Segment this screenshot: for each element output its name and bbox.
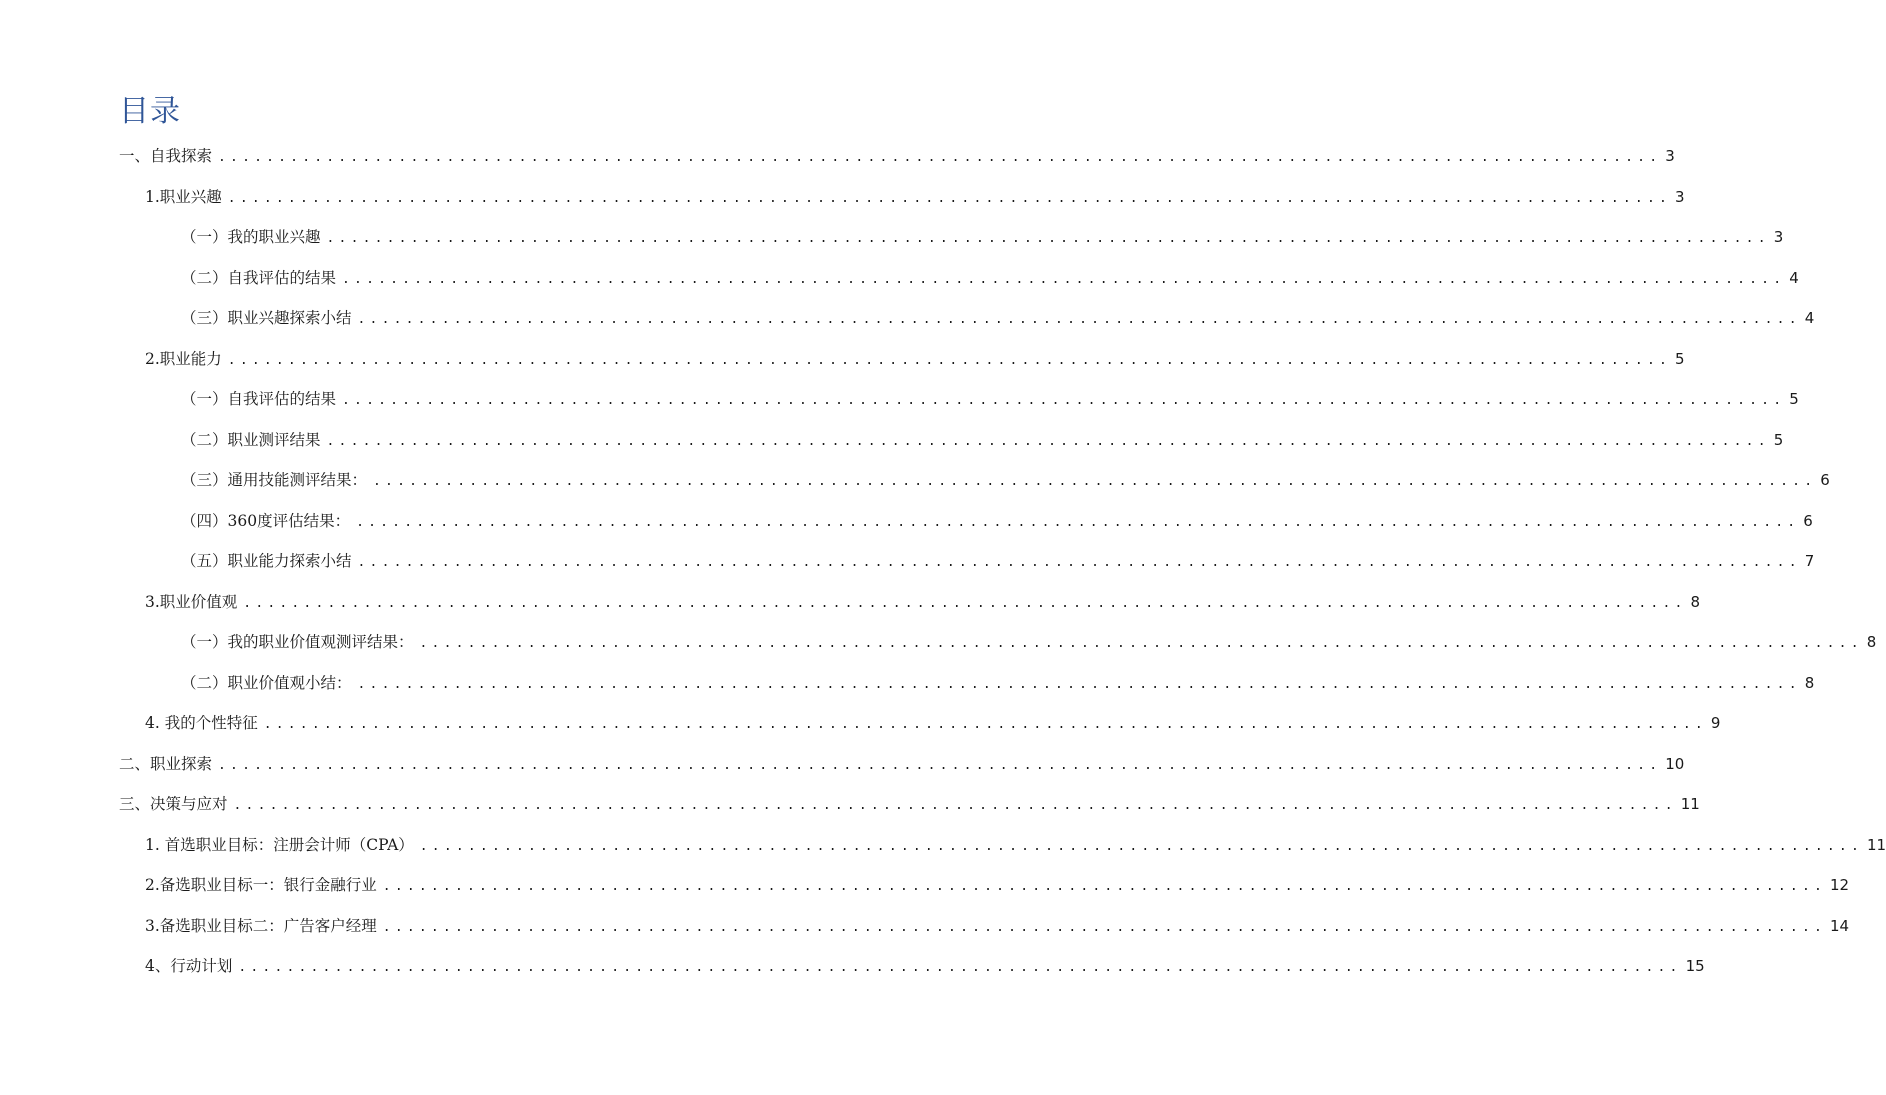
toc-entry[interactable] [119,744,1685,784]
toc-leader-dots: ........................................................................................................................ [326,231,1770,246]
toc-entry-label: 三、决策与应对 [119,795,228,813]
toc-entry-page-number: 14 [1830,916,1850,935]
toc-entry-label: 一、自我探索 [119,147,213,165]
toc-title: 目录 [119,94,181,129]
toc-entry-label: 二、职业探索 [119,754,213,773]
toc-entry-label: 1. 首选职业目标：注册会计师（CPA） [145,835,414,854]
toc-entry-label: （二）职业测评结果 [181,430,321,449]
toc-entry-label: 4、行动计划 [145,957,233,975]
toc-entry-page-number: 5 [1675,349,1685,368]
toc-entry-label: （三）通用技能测评结果： [181,471,368,489]
toc-leader-dots: ........................................................................................................................ [419,838,1863,854]
toc-entry-page-number: 6 [1820,471,1830,489]
toc-leader-dots: ........................................................................................................................ [419,636,1863,651]
toc-leader-dots: ........................................................................................................................ [233,798,1677,813]
toc-entry[interactable] [181,663,1815,703]
toc-entry[interactable] [145,339,1685,379]
toc-entry[interactable] [145,906,1850,946]
toc-leader-dots: ........................................................................................................................ [238,960,1682,975]
toc-entry-page-number: 9 [1710,714,1721,732]
toc-leader-dots: ........................................................................................................................ [373,474,1817,489]
toc-entry[interactable] [145,865,1850,905]
toc-entry[interactable] [145,825,1886,865]
toc-entry[interactable] [145,703,1721,743]
toc-entry-page-number: 3 [1675,187,1685,206]
toc-entry[interactable] [145,582,1701,622]
toc-entry[interactable] [181,622,1877,662]
toc-entry-page-number: 11 [1680,795,1700,813]
toc-leader-dots: ........................................................................................................................ [382,879,1826,894]
toc-entry[interactable] [181,501,1813,541]
toc-entry[interactable] [119,784,1700,824]
toc-entry-page-number: 8 [1690,592,1701,611]
toc-entry-page-number: 5 [1789,390,1799,408]
toc-leader-dots: ........................................................................................................................ [243,595,1687,611]
toc-entry-label: （三）职业兴趣探索小结 [181,309,352,327]
toc-entry-page-number: 10 [1665,754,1685,773]
toc-entry[interactable] [119,136,1675,176]
toc-entry[interactable] [181,379,1799,419]
toc-leader-dots: ........................................................................................................................ [357,312,1801,327]
toc-leader-dots: ........................................................................................................................ [342,393,1786,408]
toc-entry[interactable] [181,420,1784,460]
toc-entry[interactable] [181,298,1815,338]
toc-entry-page-number: 12 [1830,876,1850,894]
toc-leader-dots: ........................................................................................................................ [227,352,1671,368]
toc-entry[interactable] [181,258,1799,298]
toc-leader-dots: ........................................................................................................................ [218,150,1662,165]
toc-entry-page-number: 8 [1866,633,1877,651]
toc-entry-page-number: 15 [1685,957,1705,975]
toc-leader-dots: ........................................................................................................................ [357,676,1801,692]
toc-entry-page-number: 4 [1789,268,1799,287]
toc-entry-label: （一）我的职业兴趣 [181,228,321,246]
toc-entry-page-number: 8 [1804,673,1815,692]
toc-entry-label: （四）360度评估结果： [181,511,351,530]
toc-leader-dots: ........................................................................................................................ [218,757,1662,773]
toc-entry[interactable] [181,541,1815,581]
toc-entry-label: 4. 我的个性特征 [145,714,258,732]
toc-leader-dots: ........................................................................................................................ [356,514,1800,530]
toc-entry-page-number: 5 [1773,430,1784,449]
toc-leader-dots: ........................................................................................................................ [342,271,1786,287]
toc-entry-label: 2.备选职业目标一：银行金融行业 [145,876,377,894]
toc-entry-label: （一）我的职业价值观测评结果： [181,633,414,651]
toc-leader-dots: ........................................................................................................................ [382,919,1826,935]
toc-entry[interactable] [181,217,1784,257]
toc-entry-label: （二）自我评估的结果 [181,268,337,287]
toc-leader-dots: ........................................................................................................................ [357,555,1801,570]
toc-entry-page-number: 7 [1804,552,1815,570]
toc-entry-page-number: 4 [1804,309,1815,327]
toc-entry-page-number: 6 [1803,511,1813,530]
toc-leader-dots: ........................................................................................................................ [326,433,1770,449]
toc-leader-dots: ........................................................................................................................ [227,190,1671,206]
toc-entry-label: （五）职业能力探索小结 [181,552,352,570]
toc-entry-label: 1.职业兴趣 [145,187,222,206]
toc-entry[interactable] [145,177,1685,217]
toc-entry-label: 2.职业能力 [145,349,222,368]
toc-leader-dots: ........................................................................................................................ [263,717,1707,732]
toc-entry-page-number: 3 [1773,228,1784,246]
toc-entry-page-number: 3 [1665,147,1675,165]
toc-entry-page-number: 11 [1866,835,1886,854]
toc-entry-label: （一）自我评估的结果 [181,390,337,408]
toc-entry[interactable] [145,946,1705,986]
toc-entry-label: 3.备选职业目标二：广告客户经理 [145,916,377,935]
toc-entry-label: （二）职业价值观小结： [181,673,352,692]
toc-entry[interactable] [181,460,1830,500]
toc-entry-label: 3.职业价值观 [145,592,238,611]
